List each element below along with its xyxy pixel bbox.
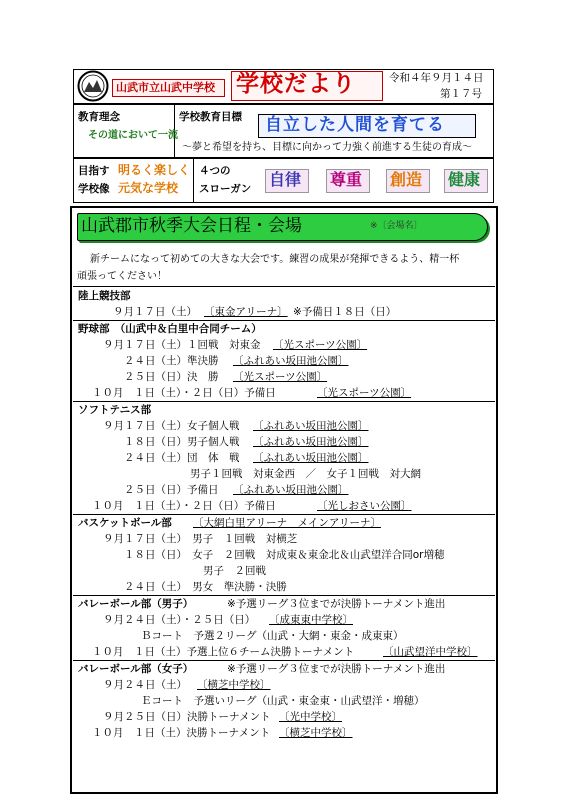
tennis-venue-6: 〔光しおさい公園〕 <box>317 500 412 512</box>
tennis-row-2: １８日（日）男子個人戦 <box>124 436 240 448</box>
volley-girls-row-1: ９月２４日（土） <box>103 679 187 691</box>
section-divider <box>73 320 495 321</box>
section-divider <box>73 286 495 287</box>
section-divider <box>73 660 495 661</box>
volley-boys-note: ※予選リーグ３位までが決勝トーナメント進出 <box>227 598 446 610</box>
basketball-row-3: 男子 ２回戦 <box>203 565 266 577</box>
slogan-label-top: ４つの <box>199 165 231 177</box>
slogan-sonchou: 尊重 <box>330 170 363 189</box>
volley-boys-venue-3: 〔山武望洋中学校〕 <box>383 646 478 658</box>
volley-girls-row-4: １０月 １日（土）決勝トーナメント <box>92 727 271 739</box>
track-venue: 〔東金アリーナ〕 <box>204 306 288 318</box>
baseball-venue-3: 〔光スポーツ公園〕 <box>233 371 328 383</box>
slogan-kenkou: 健康 <box>448 170 481 189</box>
baseball-row-1: ９月１７日（土）１回戦 対東金 <box>103 339 261 351</box>
ideal-divider <box>193 158 194 203</box>
volley-boys-row-1: ９月２４日（土）・２５日（日） <box>103 614 256 626</box>
ideal-value-top: 明るく楽しく <box>118 163 191 177</box>
article-intro-line-2: 頑張ってください！ <box>77 271 167 282</box>
slogan-jiritsu: 自律 <box>269 170 302 189</box>
volley-girls-venue-3: 〔光中学校〕 <box>279 711 342 723</box>
volley-girls-note: ※予選リーグ３位までが決勝トーナメント進出 <box>227 663 446 675</box>
basketball-row-1: ９月１７日（土） 男子 １回戦 対横芝 <box>103 533 298 545</box>
tennis-venue-3: 〔ふれあい坂田池公園〕 <box>253 452 369 464</box>
tennis-row-6: １０月 １日（土）・２日（日）予備日 <box>92 500 276 512</box>
tennis-venue-2: 〔ふれあい坂田池公園〕 <box>253 436 369 448</box>
section-header-baseball: 野球部 （山武中＆白里中合同チーム） <box>78 323 262 335</box>
section-divider <box>73 595 495 596</box>
school-name: 山武市立山武中学校 <box>116 81 215 94</box>
volley-boys-venue-1: 〔成東東中学校〕 <box>269 614 353 626</box>
tennis-venue-1: 〔ふれあい坂田池公園〕 <box>253 420 369 432</box>
volley-boys-row-2: Ｂコート 予選２リーグ（山武・大網・東金・成東東） <box>141 630 404 642</box>
article-title: 山武郡市秋季大会日程・会場 <box>81 216 302 236</box>
volley-girls-venue-4: 〔横芝中学校〕 <box>279 727 353 739</box>
section-divider <box>73 401 495 402</box>
volley-girls-row-2: Ｅコート 予選いリーグ（山武・東金東・山武望洋・増穂） <box>141 695 425 707</box>
baseball-row-3: ２５日（日）決 勝 <box>124 371 219 383</box>
baseball-row-2: ２４日（土）準決勝 <box>124 355 219 367</box>
tennis-venue-5: 〔ふれあい坂田池公園〕 <box>233 484 349 496</box>
philosophy-value: その道において一流 <box>88 130 178 141</box>
basketball-row-4: ２４日（土） 男女 準決勝・決勝 <box>124 581 287 593</box>
slogan-label-bottom: スローガン <box>199 183 252 195</box>
goal-subtitle: ～夢と希望を持ち、目標に向かって力強く前進する生徒の育成～ <box>182 142 472 153</box>
basketball-row-2: １８日（日） 女子 ２回戦 対成東＆東金北＆山武望洋合同or増穂 <box>124 549 445 561</box>
section-header-volley-girls: バレーボール部（女子） <box>78 663 194 675</box>
volley-girls-row-3: ９月２５日（日）決勝トーナメント <box>103 711 271 723</box>
tennis-row-3: ２４日（土）団 体 戦 <box>124 452 240 464</box>
school-logo <box>77 70 109 102</box>
section-header-volley-boys: バレーボール部（男子） <box>78 598 194 610</box>
newsletter-title: 学校だより <box>236 71 356 97</box>
issue-date: 令和４年９月１４日 <box>389 72 484 84</box>
slogan-souzou: 創造 <box>390 170 423 189</box>
section-header-track: 陸上競技部 <box>78 290 131 302</box>
track-date: ９月１７日（土） <box>113 306 197 318</box>
tennis-row-5: ２５日（日）予備日 <box>124 484 219 496</box>
baseball-row-4: １０月 １日（土）・２日（日）予備日 <box>92 387 276 399</box>
section-header-basketball: バスケットボール部 <box>78 517 172 529</box>
article-note: ※〔会場名〕 <box>370 221 423 231</box>
school-emblem-icon <box>77 70 109 102</box>
ideal-label-top: 目指す <box>78 165 110 177</box>
section-header-tennis: ソフトテニス部 <box>78 404 152 416</box>
ideal-label-bottom: 学校像 <box>78 183 110 195</box>
volley-girls-venue-1: 〔横芝中学校〕 <box>197 679 271 691</box>
ideal-value-bottom: 元気な学校 <box>118 181 179 195</box>
baseball-venue-4: 〔光スポーツ公園〕 <box>317 387 412 399</box>
schedule-list <box>73 286 495 791</box>
baseball-venue-1: 〔光スポーツ公園〕 <box>273 339 368 351</box>
tennis-row-4: 男子１回戦 対東金西 ／ 女子１回戦 対大網 <box>190 468 421 480</box>
tennis-row-1: ９月１７日（土）女子個人戦 <box>103 420 240 432</box>
volley-boys-row-3: １０月 １日（土）予選上位６チーム決勝トーナメント <box>92 646 355 658</box>
goal-label: 学校教育目標 <box>179 111 242 123</box>
basketball-venue: 〔大網白里アリーナ メインアリーナ〕 <box>193 517 381 529</box>
article-intro-line-1: 新チームになって初めての大きな大会です。練習の成果が発揮できるよう、精一杯 <box>90 254 460 265</box>
issue-number: 第１７号 <box>440 88 482 100</box>
goal-headline: 自立した人間を育てる <box>265 115 445 135</box>
track-reserve: ※予備日１８日（日） <box>293 306 397 318</box>
baseball-venue-2: 〔ふれあい坂田池公園〕 <box>233 355 349 367</box>
section-divider <box>73 514 495 515</box>
philosophy-label: 教育理念 <box>78 111 120 123</box>
